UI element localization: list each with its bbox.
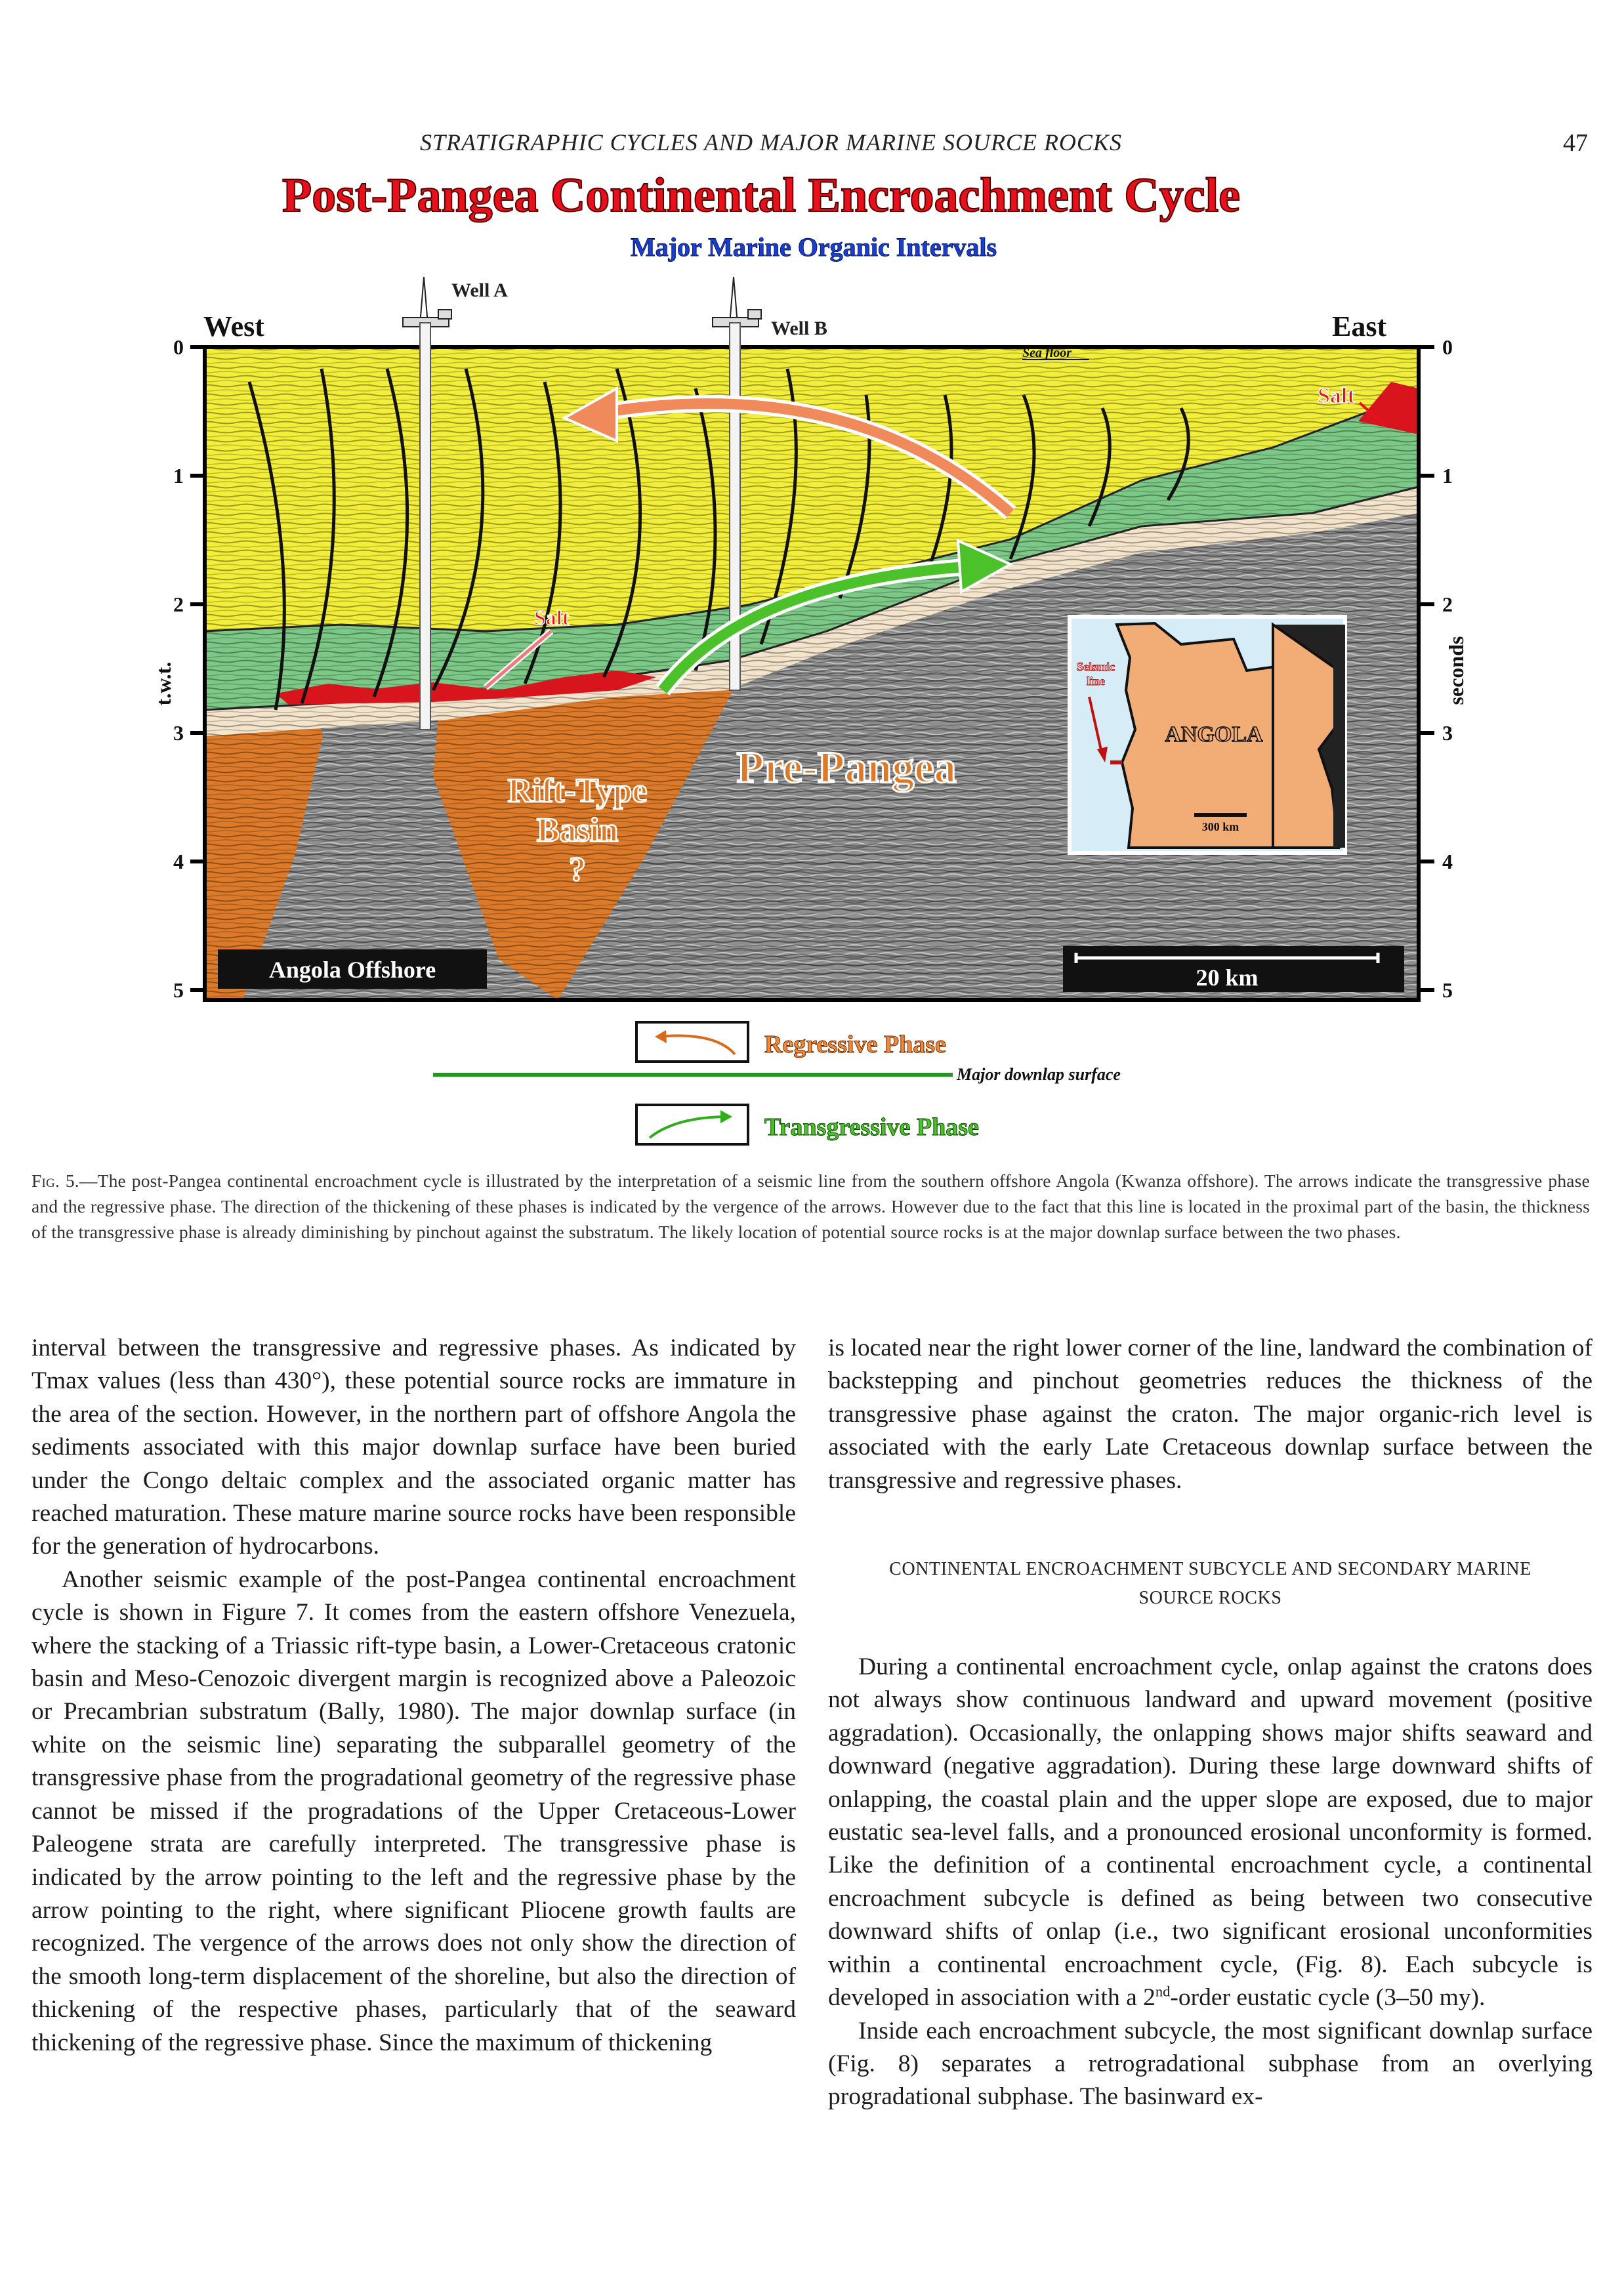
angola-offshore-label: Angola Offshore: [268, 957, 436, 983]
location-inset-map: [1070, 617, 1345, 853]
figure-caption: [31, 1168, 1590, 1245]
rift-label-line2: Basin: [536, 812, 619, 849]
paragraph: is located near the right lower corner of the line, landward the combination of backstepping and pinchout geometries reduces the thickness of the transgressive phase against the craton. The major organic-rich level is associated with the early Late Cretaceous downlap surface between the transgressive and regressive phases.: [828, 1335, 1593, 1494]
rift-label-line3: ?: [569, 851, 586, 888]
right-tick: 5: [1442, 978, 1453, 1002]
rift-label-line1: Rift-Type: [507, 772, 648, 810]
paragraph: Inside each encroachment subcycle, the most significant downlap surface (Fig. 8) separates a retrogradational subphase from an overlying progradational subphase. The basinward ex-: [828, 2017, 1593, 2111]
superscript: nd: [1155, 1983, 1171, 2000]
legend-downlap-label: Major downlap surface: [957, 1065, 1121, 1084]
scale-bar-label: 20 km: [1196, 964, 1259, 991]
figure-title: Post-Pangea Continental Encroachment Cycle: [282, 169, 1240, 222]
right-tick: 1: [1442, 464, 1453, 487]
inset-seismic-line-label-2: line: [1086, 674, 1106, 688]
figure-subtitle: Major Marine Organic Intervals: [630, 232, 997, 262]
paragraph-text-end: -order eustatic cycle (3–50 my).: [1170, 1984, 1486, 2012]
left-tick: 4: [173, 850, 184, 873]
well-a-borehole: [420, 323, 430, 730]
inset-country-label: ANGOLA: [1165, 722, 1263, 747]
figure-legend: [433, 1022, 1121, 1144]
salt-label-mid: Salt: [534, 606, 570, 629]
figure-caption-text: —The post-Pangea continental encroachment cycle is illustrated by the interpretation of a seismic line from the southern offshore Angola (Kwanza offshore). The arrows indicate the transgressive phase and the regressive phase. The direction of the thickening of these phases is indicated by the vergence of the arrows. However due to the fact that this line is located in the proximal part of the basin, the thickness of the transgressive phase is already diminishing by pinchout against the substratum. The likely location of potential source rocks is at the major downlap surface between the two phases.: [31, 1171, 1590, 1242]
well-a-label: Well A: [451, 280, 508, 301]
east-label: East: [1332, 310, 1387, 342]
well-b-label: Well B: [771, 318, 827, 339]
section-heading: [828, 1555, 1593, 1613]
paragraph: Another seismic example of the post-Pangea continental encroachment cycle is shown in Figure 7. It comes from the eastern offshore Venezuela, where the stacking of a Triassic rift-type basin, a Lower-Cretaceous cratonic basin and Meso-Cenozoic divergent margin is recognized above a Paleozoic or Precambrian substratum (Bally, 1980). The major downlap surface (in white on the seismic line) separating the subparallel geometry of the transgressive phase from the progradational geometry of the regressive phase cannot be missed if the progradations of the Upper Cretaceous-Lower Paleogene strata are carefully interpreted. The transgressive phase is indicated by the arrow pointing to the left and the regressive phase by the arrow pointing to the right, where significant Pliocene growth faults are recognized. The vergence of the arrows does not only show the direction of the smooth long-term displacement of the shoreline, but also the direction of thickening of the respective phases, particularly that of the seaward thickening of the regressive phase. Since the maximum of thickening: [31, 1565, 796, 2056]
page-header: [0, 129, 1624, 168]
section-heading-line2: SOURCE ROCKS: [1138, 1588, 1282, 1609]
inset-scale-label: 300 km: [1201, 820, 1239, 833]
running-title: STRATIGRAPHIC CYCLES AND MAJOR MARINE SOURCE ROCKS: [420, 129, 1122, 155]
well-a-derrick-icon: [403, 277, 451, 327]
paragraph-text: During a continental encroachment cycle, onlap against the cratons does not always show continuous landward and upward movement (positive aggradation). Occasionally, the onlapping shows major shifts seaward and downward (negative aggradation). During these large downward shifts of onlapping, the coastal plain and the upper slope are exposed, due to major eustatic sea-level falls, and a pronounced erosional unconformity is formed. Like the definition of a continental encroachment cycle, a continental encroachment subcycle is defined as being between two consecutive downward shifts of onlap (i.e., two significant erosional unconformities within a continental encroachment cycle, (Fig. 8). Each subcycle is developed in association with a 2: [828, 1653, 1593, 2012]
paragraph: [828, 1651, 1593, 2014]
salt-label-top: Salt: [1318, 384, 1355, 408]
inset-seismic-line-label-1: Seismic: [1077, 660, 1115, 673]
left-tick: 0: [173, 335, 184, 359]
section-heading-line1: CONTINENTAL ENCROACHMENT SUBCYCLE AND SECONDARY MARINE: [889, 1559, 1531, 1580]
figure-5: [152, 169, 1470, 1156]
right-axis-label: seconds: [1444, 636, 1468, 705]
left-tick: 1: [173, 464, 184, 487]
well-b-derrick-icon: [713, 277, 761, 327]
paragraph: interval between the transgressive and regressive phases. As indicated by Tmax values (less than 430°), these potential source rocks are immature in the area of the section. However, in the northern part of offshore Angola the sediments associated with this major downlap surface have been buried under the Congo deltaic complex and the associated organic matter has reached maturation. These mature marine source rocks have been responsible for the generation of hydrocarbons.: [31, 1335, 796, 1560]
figure-caption-label: Fig. 5.: [31, 1171, 79, 1191]
left-tick: 3: [173, 721, 184, 745]
right-tick: 4: [1442, 850, 1453, 873]
page-number: 47: [1563, 129, 1588, 157]
body-column-left: [31, 1332, 796, 2060]
right-tick: 3: [1442, 721, 1453, 745]
legend-regressive-label: Regressive Phase: [764, 1031, 946, 1058]
body-column-right: [828, 1332, 1593, 2114]
left-tick: 2: [173, 592, 184, 616]
right-tick: 2: [1442, 592, 1453, 616]
west-label: West: [203, 310, 264, 342]
legend-transgressive-label: Transgressive Phase: [764, 1113, 979, 1141]
left-axis-label: t.w.t.: [152, 661, 175, 706]
left-tick: 5: [173, 978, 184, 1002]
sea-floor-label: Sea floor: [1022, 346, 1072, 360]
right-tick: 0: [1442, 335, 1453, 359]
pre-pangea-label: Pre-Pangea: [736, 742, 957, 792]
